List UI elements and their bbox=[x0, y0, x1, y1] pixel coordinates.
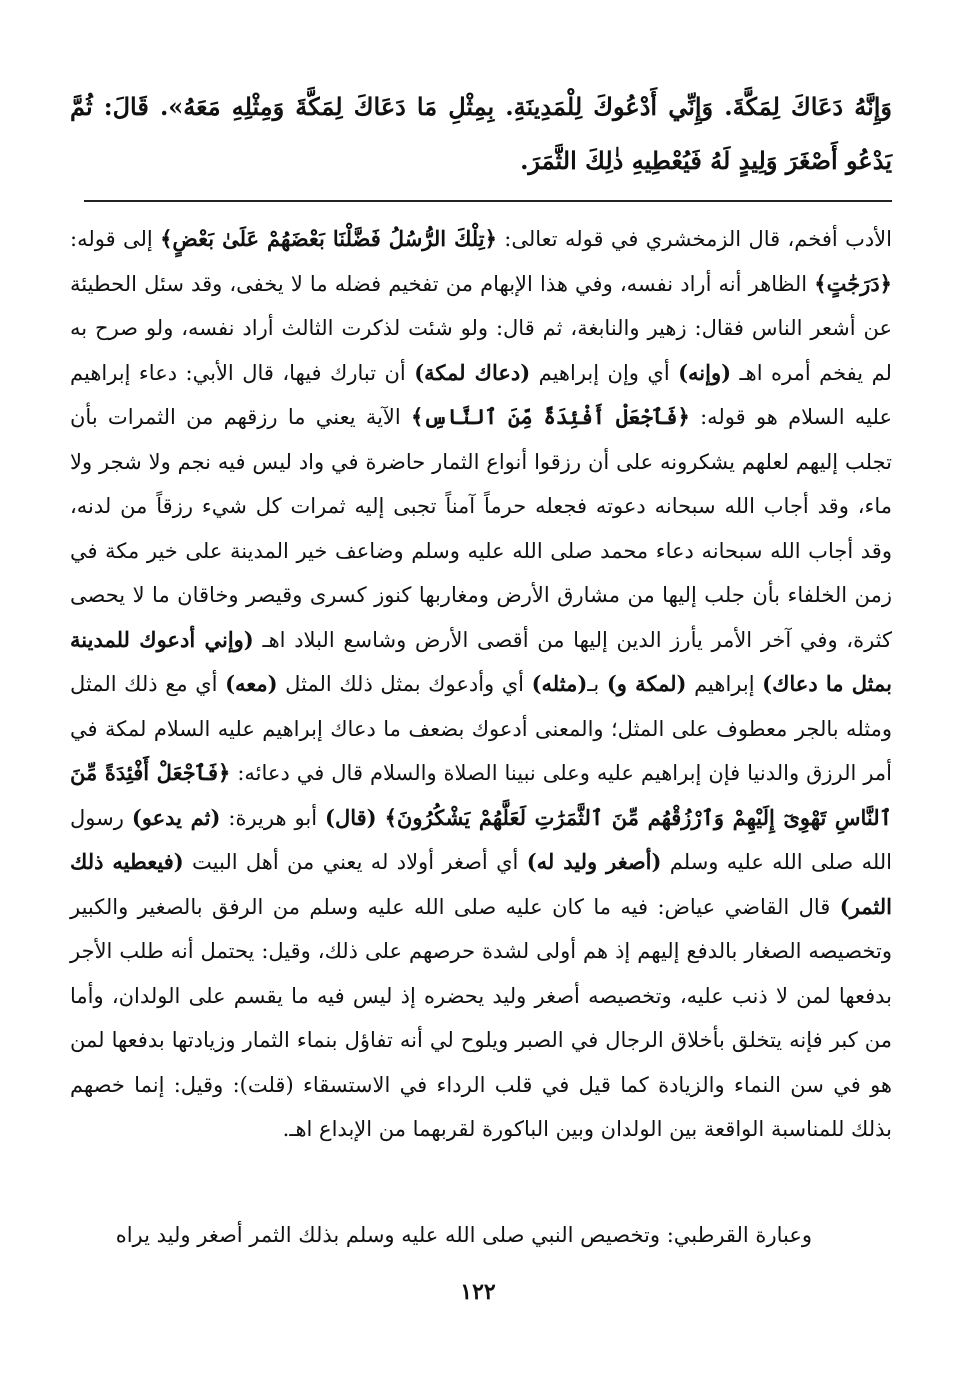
hadith-quote: (مثله) bbox=[531, 671, 588, 696]
hadith-quote: (أصغر وليد له) bbox=[526, 849, 662, 874]
hadith-part-2: قَالَ: ثُمَّ يَدْعُو أَصْغَرَ وَلِيدٍ لَهُ فَيُعْطِيهِ ذٰلِكَ الثَّمَرَ. bbox=[70, 92, 892, 175]
hadith-quote: (وإنه) bbox=[678, 359, 732, 385]
commentary-span: قال القاضي عياض: فيه ما كان عليه صلى الله عليه وسلم من الرفق بالصغير والكبير وتخصيصه الصغار بالدفع إليهم إذ هم أولى لشدة حرصهم على ذلك، وقيل: يحتمل أنه طلب الأجر بدفعها لمن لا ذنب عليه، وتخصيصه أصغر وليد يحضره إذ ليس فيه ما يقسم على الولدان، وأما من كبر فإنه يتخلق بأخلاق الرجال في الصبر ويلوح لي أنه تفاؤل بنماء الثمار وزيادتها بدفعها لمن هو في سن النماء والزيادة كما قيل في قلب الرداء في الاستسقاء (قلت): وقيل: إنما خصهم بذلك للمناسبة الواقعة بين الولدان وبين الباكورة لقربهما من الإبداع اهـ. bbox=[70, 894, 892, 1141]
commentary-span: أبو هريرة: bbox=[228, 805, 318, 830]
hadith-quote: (وإني أدعوك للمدينة بمثل ما دعاك) bbox=[70, 626, 892, 696]
commentary-span: الظاهر أنه أراد نفسه، وفي هذا الإبهام من تفخيم فضله ما لا يخفى، وقد سئل الحطيئة عن أشعر الناس فقال: زهير والنابغة، ثم قال: ولو شئت لذكرت الثالث أراد نفسه، ولو صرح به لم يفخم أمره اهـ bbox=[70, 271, 892, 385]
page-number: ١٢٢ bbox=[460, 1279, 496, 1305]
quran-verse: ﴿تِلْكَ الرُّسُلُ فَضَّلْنَا بَعْضَهُمْ عَلَىٰ بَعْضٍ﴾ bbox=[160, 226, 497, 251]
commentary-span: إلى قوله: bbox=[70, 227, 153, 251]
qurtubi-text: وتخصيص النبي صلى الله عليه وسلم بذلك الثمر أصغر وليد يراه bbox=[115, 1223, 660, 1247]
qurtubi-paragraph bbox=[70, 1213, 812, 1257]
commentary-span: أي وإن إبراهيم bbox=[538, 360, 670, 385]
hadith-quote: (لمكة و) bbox=[606, 671, 687, 696]
commentary-span: إبراهيم bbox=[694, 672, 755, 696]
hadith-part-1: وَإِنَّهُ دَعَاكَ لِمَكَّةَ. وَإِنِّي أَدْعُوكَ لِلْمَدِينَةِ. بِمِثْلِ مَا دَعَاكَ لِمَكَّةَ وَمِثْلِهِ مَعَهُ». bbox=[159, 92, 893, 121]
commentary-span: أي وأدعوك بمثل ذلك المثل bbox=[285, 672, 525, 696]
hadith-quote: (فيعطيه ذلك الثمر) bbox=[70, 849, 892, 919]
commentary-span: أي أصغر أولاد له يعني من أهل البيت bbox=[192, 850, 519, 874]
hadith-quote: (قال) bbox=[325, 804, 377, 830]
quran-verse: ﴿دَرَجَٰتٍ﴾ bbox=[814, 270, 892, 296]
quran-verse: ﴿فَٱجْعَلْ أَفْئِدَةً مِّنَ ٱلنَّاسِ﴾ bbox=[411, 404, 690, 429]
commentary-text bbox=[70, 217, 892, 1152]
hadith-quote: (دعاك لمكة) bbox=[414, 359, 531, 385]
commentary-span: بـ bbox=[587, 672, 600, 696]
hadith-text bbox=[70, 80, 892, 188]
commentary-span: أي مع ذلك المثل ومثله بالجر معطوف على المثل؛ والمعنى أدعوك بضعف ما دعاك إبراهيم عليه السلام لمكة في أمر الرزق والدنيا فإن إبراهيم عليه وعلى نبينا الصلاة والسلام قال في دعائه: bbox=[70, 672, 893, 785]
commentary-span: الآية يعني ما رزقهم من الثمرات بأن تجلب إليهم لعلهم يشكرونه على أن رزقوا أنواع الثمار حاضرة في واد ليس فيه نجم ولا شجر ولا ماء، وقد أجاب الله سبحانه دعوته فجعله حرماً آمناً تجبى إليه ثمرات كل شيء رزقاً من لدنه، وقد أجاب الله سبحانه دعاء محمد صلى الله عليه وسلم وضاعف خير المدينة على خير مكة في زمن الخلفاء بأن جلب إليها من مشارق الأرض ومغاربها كنوز كسرى وقيصر وخاقان ما لا يحصى كثرة، وفي آخر الأمر يأرز الدين إليها من أقصى الأرض وشاسع البلاد اهـ bbox=[70, 405, 892, 652]
hadith-quote: (ثم يدعو) bbox=[131, 804, 221, 830]
footnote-divider bbox=[84, 200, 892, 202]
commentary-span: أن تبارك فيها، قال الأبي: دعاء إبراهيم عليه السلام هو قوله: bbox=[70, 360, 892, 429]
qurtubi-label: وعبارة القرطبي: bbox=[666, 1223, 812, 1247]
commentary-span: رسول الله صلى الله عليه وسلم bbox=[70, 805, 893, 874]
quran-verse: ﴿فَٱجْعَلْ أَفْئِدَةً مِّنَ ٱلنَّاسِ تَهْوِىٓ إِلَيْهِمْ وَٱرْزُقْهُم مِّنَ ٱلثَّمَرَٰتِ لَعَلَّهُمْ يَشْكُرُونَ﴾ bbox=[70, 760, 892, 830]
hadith-quote: (معه) bbox=[225, 671, 278, 696]
commentary-span: الأدب أفخم، قال الزمخشري في قوله تعالى: bbox=[504, 227, 892, 251]
